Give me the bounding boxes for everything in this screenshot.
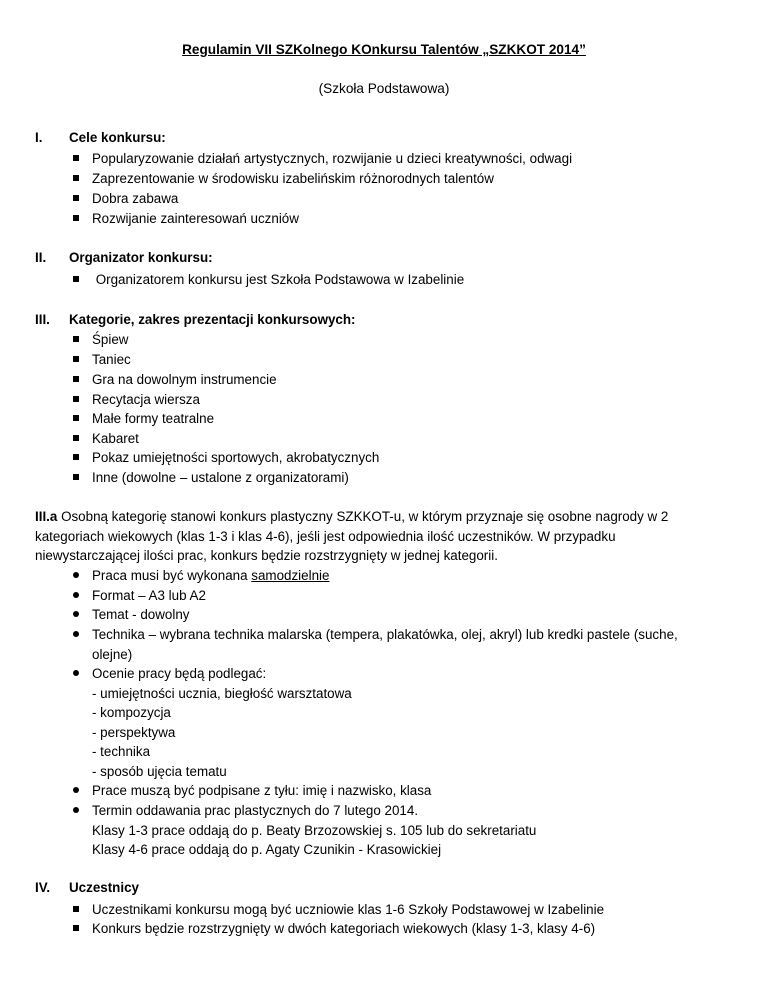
round-bullet-icon [73,787,79,793]
square-bullet-icon [73,415,79,421]
round-bullet-icon [73,631,79,637]
criteria-item: - technika [92,744,151,759]
list-item: Śpiew [69,330,128,350]
list-item: Dobra zabawa [69,189,178,209]
square-bullet-icon [73,356,79,362]
section-heading: Organizator konkursu: [69,250,213,265]
list-item: Pokaz umiejętności sportowych, akrobatycznych [69,448,379,468]
list-item: Praca musi być wykonana samodzielnie [69,566,329,586]
square-bullet-icon [73,376,79,382]
section-3a-intro-line: kategoriach wiekowych (klas 1-3 i klas 4-6), jeśli jest odpowiednia ilość uczestników. W przypadku [35,529,616,544]
square-bullet-icon [73,175,79,181]
square-bullet-icon [73,474,79,480]
section-number: II. [35,250,47,265]
list-item-continuation: Klasy 1-3 prace oddają do p. Beaty Brzozowskiej s. 105 lub do sekretariatu [92,823,537,838]
square-bullet-icon [73,906,79,912]
list-item: Organizatorem konkursu jest Szkoła Podstawowa w Izabelinie [69,270,464,290]
square-bullet-icon [73,336,79,342]
square-bullet-icon [73,435,79,441]
round-bullet-icon [73,611,79,617]
section-3a-intro-line: III.a Osobną kategorię stanowi konkurs plastyczny SZKKOT-u, w którym przyznaje się osobne nagrody w 2 [35,509,669,524]
round-bullet-icon [73,592,79,598]
square-bullet-icon [73,925,79,931]
list-item: Inne (dowolne – ustalone z organizatorami) [69,468,349,488]
criteria-item: - perspektywa [92,725,176,740]
section-3a-intro-line: niewystarczającej ilości prac, konkurs będzie rozstrzygnięty w jednej kategorii. [35,548,498,563]
list-item: Ocenie pracy będą podlegać: [69,664,266,684]
square-bullet-icon [73,195,79,201]
square-bullet-icon [73,454,79,460]
document-subtitle: (Szkoła Podstawowa) [318,81,450,96]
section-heading: Kategorie, zakres prezentacji konkursowych: [69,312,356,327]
square-bullet-icon [73,276,79,282]
square-bullet-icon [73,155,79,161]
list-item: Gra na dowolnym instrumencie [69,370,277,390]
criteria-item: - kompozycja [92,705,171,720]
section-number: IV. [35,880,51,895]
list-item: Termin oddawania prac plastycznych do 7 lutego 2014. [69,801,418,821]
square-bullet-icon [73,396,79,402]
list-item: Konkurs będzie rozstrzygnięty w dwóch kategoriach wiekowych (klasy 1-3, klasy 4-6) [69,919,595,939]
list-item: Małe formy teatralne [69,409,214,429]
criteria-item: - umiejętności ucznia, biegłość warsztatowa [92,686,352,701]
square-bullet-icon [73,215,79,221]
list-item: Prace muszą być podpisane z tyłu: imię i nazwisko, klasa [69,781,431,801]
document-title: Regulamin VII SZKolnego KOnkursu Talentów „SZKKOT 2014” [182,42,586,57]
round-bullet-icon [73,572,79,578]
list-item: Rozwijanie zainteresowań uczniów [69,209,299,229]
section-number: I. [35,130,43,145]
list-item: Temat - dowolny [69,605,190,625]
list-item: Uczestnikami konkursu mogą być uczniowie klas 1-6 Szkoły Podstawowej w Izabelinie [69,900,604,920]
underlined-word: samodzielnie [251,568,330,583]
round-bullet-icon [73,670,79,676]
list-item: Format – A3 lub A2 [69,586,206,606]
list-item-continuation: Klasy 4-6 prace oddają do p. Agaty Czunikin - Krasowickiej [92,842,442,857]
section-3a-label: III.a [35,509,58,524]
list-item: Popularyzowanie działań artystycznych, rozwijanie u dzieci kreatywności, odwagi [69,149,572,169]
section-number: III. [35,312,50,327]
list-item: Kabaret [69,429,139,449]
list-item: Zaprezentowanie w środowisku izabelińskim różnorodnych talentów [69,169,494,189]
round-bullet-icon [73,807,79,813]
list-item-continuation: olejne) [92,647,133,662]
list-item: Technika – wybrana technika malarska (tempera, plakatówka, olej, akryl) lub kredki pastele (suche, [69,625,678,645]
section-heading: Cele konkursu: [69,130,166,145]
list-item: Taniec [69,350,131,370]
list-item: Recytacja wiersza [69,390,200,410]
section-heading: Uczestnicy [69,880,139,895]
criteria-item: - sposób ujęcia tematu [92,764,227,779]
